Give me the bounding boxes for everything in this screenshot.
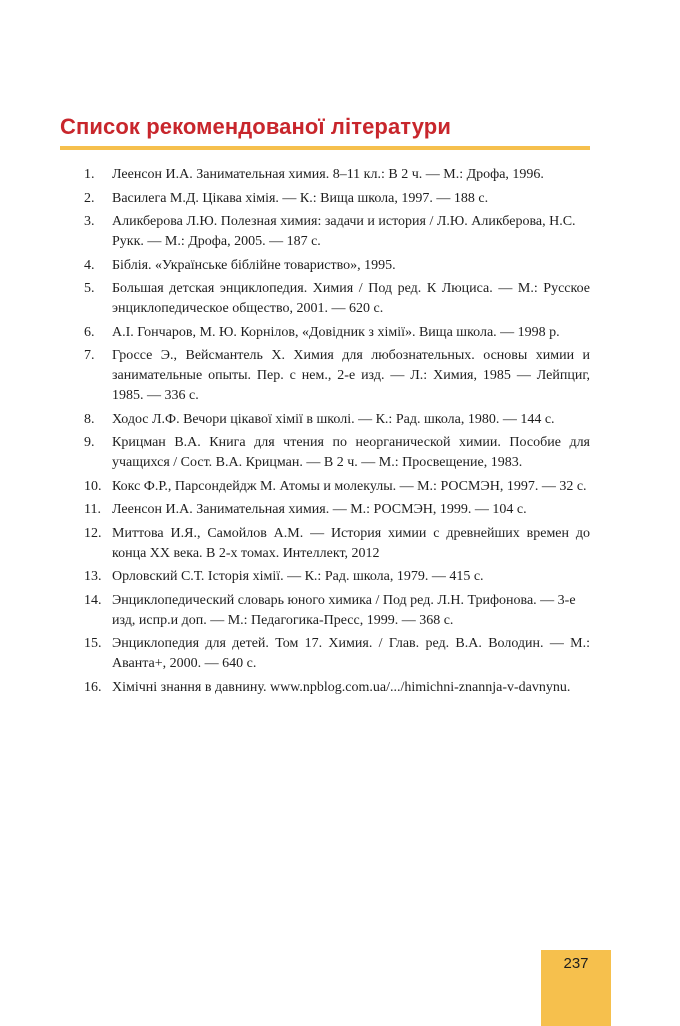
- reference-number: 10.: [84, 478, 102, 494]
- reference-number: 9.: [84, 435, 95, 450]
- reference-text: Аликберова Л.Ю. Полезная химия: задачи и история / Л.Ю. Аликберова, Н.С. Рукк. — М.: Дрофа, 2005. — 187 с.: [112, 214, 576, 249]
- reference-item: [84, 189, 590, 209]
- reference-text: А.І. Гончаров, М. Ю. Корнілов, «Довідник з хімії». Вища школа. — 1998 р.: [112, 324, 560, 340]
- reference-item: [84, 678, 590, 698]
- reference-text: Кокс Ф.Р., Парсондейдж М. Атомы и молекулы. — М.: РОСМЭН, 1997. — 32 с.: [112, 478, 587, 494]
- reference-number: 13.: [84, 569, 102, 584]
- reference-text: Крицман В.А. Книга для чтения по неорганической химии. Пособие для учащихся / Сост. В.А. Крицман. — В 2 ч. — М.: Просвещение, 1983.: [112, 435, 590, 470]
- reference-number: 12.: [84, 525, 102, 541]
- reference-number: 15.: [84, 636, 102, 651]
- page-number: 237: [563, 955, 589, 972]
- reference-text: Ходос Л.Ф. Вечори цікавої хімії в школі. — К.: Рад. школа, 1980. — 144 с.: [112, 411, 555, 427]
- reference-list: [84, 165, 590, 701]
- reference-number: 3.: [84, 214, 95, 229]
- reference-text: Энциклопедия для детей. Том 17. Химия. / Глав. ред. В.А. Володин. — М.: Аванта+, 2000. — 640 с.: [112, 636, 590, 671]
- reference-item: [84, 410, 590, 430]
- reference-number: 6.: [84, 324, 95, 340]
- reference-text: Большая детская энциклопедия. Химия / Под ред. К Люциса. — М.: Русское энциклопедическое общество, 2001. — 620 с.: [112, 281, 590, 316]
- reference-item: [84, 212, 590, 252]
- title-underline: [60, 146, 590, 150]
- reference-item: [84, 634, 590, 674]
- reference-item: [84, 477, 590, 497]
- reference-text: Орловский С.Т. Історія хімії. — К.: Рад. школа, 1979. — 415 с.: [112, 569, 484, 584]
- reference-item: [84, 165, 590, 185]
- reference-number: 4.: [84, 257, 95, 273]
- reference-item: [84, 524, 590, 564]
- reference-number: 7.: [84, 348, 95, 363]
- page-number-tab: [541, 950, 611, 1026]
- reference-item: [84, 567, 590, 587]
- reference-text: Миттова И.Я., Самойлов А.М. — История химии с древнейших времен до конца XX века. В 2-х томах. Интеллект, 2012: [112, 525, 590, 561]
- reference-item: [84, 279, 590, 319]
- reference-item: [84, 256, 590, 276]
- reference-number: 16.: [84, 679, 102, 695]
- reference-number: 1.: [84, 167, 95, 182]
- reference-number: 11.: [84, 502, 101, 517]
- reference-number: 5.: [84, 281, 95, 296]
- reference-item: [84, 346, 590, 406]
- reference-text: Біблія. «Українське біблійне товариство», 1995.: [112, 257, 396, 273]
- reference-item: [84, 433, 590, 473]
- reference-item: [84, 323, 590, 343]
- page-title: Список рекомендованої літератури: [60, 114, 451, 139]
- reference-number: 14.: [84, 592, 102, 608]
- reference-item: [84, 591, 590, 631]
- reference-number: 2.: [84, 190, 95, 206]
- reference-text: Хімічні знання в давнину. www.npblog.com.ua/.../himichni-znannja-v-davnynu.: [112, 679, 571, 695]
- reference-text: Леенсон И.А. Занимательная химия. — М.: РОСМЭН, 1999. — 104 с.: [112, 502, 527, 517]
- reference-text: Гроссе Э., Вейсмантель Х. Химия для любознательных. основы химии и занимательные опыты. Пер. с нем., 2-е изд. — Л.: Химия, 1985 — Лейпциг, 1985. — 336 с.: [112, 348, 590, 403]
- reference-text: Энциклопедический словарь юного химика / Под ред. Л.Н. Трифонова. — 3-е изд, испр.и доп. — М.: Педагогика-Пресс, 1999. — 368 с.: [112, 592, 576, 628]
- reference-text: Василега М.Д. Цікава хімія. — К.: Вища школа, 1997. — 188 с.: [112, 190, 489, 206]
- reference-item: [84, 500, 590, 520]
- reference-text: Леенсон И.А. Занимательная химия. 8–11 кл.: В 2 ч. — М.: Дрофа, 1996.: [112, 167, 544, 182]
- reference-number: 8.: [84, 411, 95, 427]
